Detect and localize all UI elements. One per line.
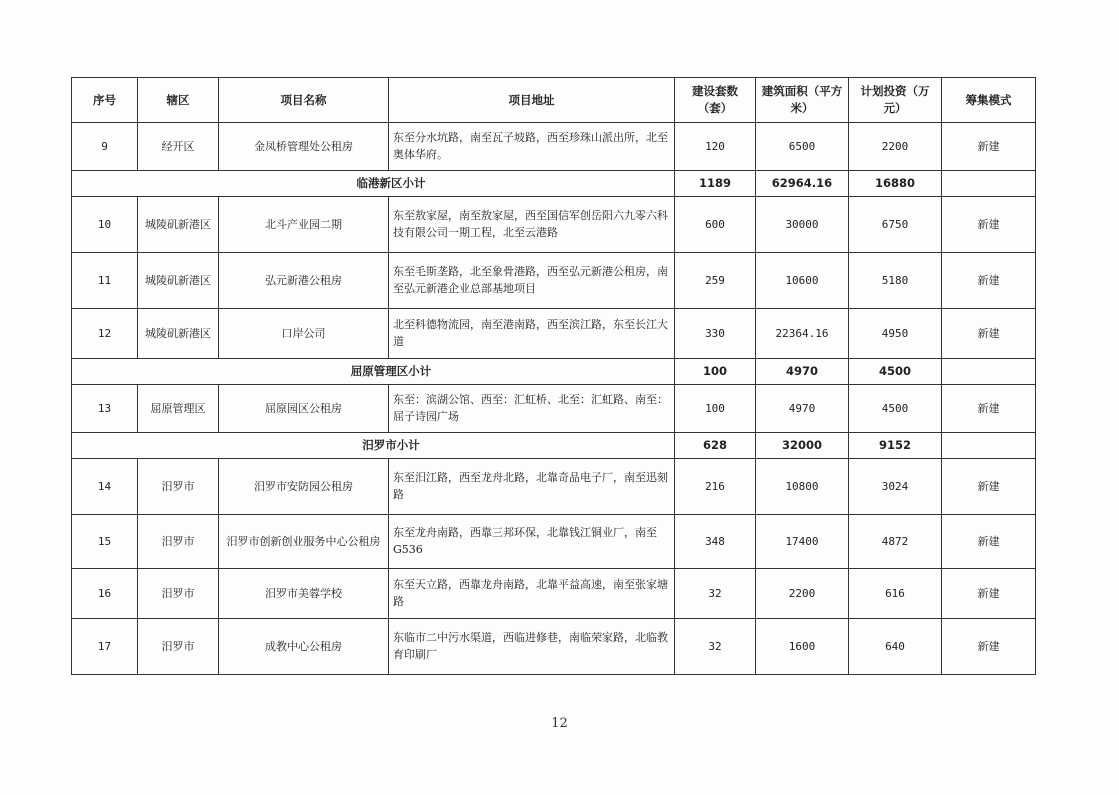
cell-investment: 616 xyxy=(849,569,942,619)
subtotal-row xyxy=(72,433,1036,459)
cell-address: 东至分水坑路，南至瓦子坡路，西至珍珠山派出所，北至奥体华府。 xyxy=(389,123,675,171)
table-row xyxy=(72,123,1036,171)
subtotal-units: 100 xyxy=(675,359,756,385)
cell-area: 17400 xyxy=(756,515,849,569)
cell-seq: 12 xyxy=(72,309,138,359)
table-row xyxy=(72,197,1036,253)
cell-seq: 9 xyxy=(72,123,138,171)
cell-investment: 2200 xyxy=(849,123,942,171)
header-district: 辖区 xyxy=(138,78,219,123)
subtotal-label: 临港新区小计 xyxy=(72,171,675,197)
cell-units: 32 xyxy=(675,569,756,619)
cell-district: 城陵矶新港区 xyxy=(138,253,219,309)
cell-district: 汨罗市 xyxy=(138,569,219,619)
cell-district: 城陵矶新港区 xyxy=(138,309,219,359)
cell-district: 城陵矶新港区 xyxy=(138,197,219,253)
cell-mode: 新建 xyxy=(942,459,1036,515)
cell-mode: 新建 xyxy=(942,309,1036,359)
header-address: 项目地址 xyxy=(389,78,675,123)
table-row xyxy=(72,569,1036,619)
cell-name: 汨罗市美蓉学校 xyxy=(219,569,389,619)
cell-units: 32 xyxy=(675,619,756,675)
cell-mode: 新建 xyxy=(942,385,1036,433)
cell-area: 4970 xyxy=(756,385,849,433)
cell-district: 经开区 xyxy=(138,123,219,171)
subtotal-label: 屈原管理区小计 xyxy=(72,359,675,385)
cell-name: 北斗产业园二期 xyxy=(219,197,389,253)
cell-units: 100 xyxy=(675,385,756,433)
cell-address: 东至天立路，西靠龙舟南路，北靠平益高速，南至张家塘路 xyxy=(389,569,675,619)
subtotal-row xyxy=(72,171,1036,197)
cell-address: 东至：滨湖公馆、西至：汇虹桥、北至：汇虹路、南至：屈子诗园广场 xyxy=(389,385,675,433)
cell-units: 600 xyxy=(675,197,756,253)
table-header-row xyxy=(72,78,1036,123)
cell-investment: 4500 xyxy=(849,385,942,433)
cell-district: 汨罗市 xyxy=(138,459,219,515)
housing-project-table xyxy=(71,77,1036,675)
cell-mode: 新建 xyxy=(942,197,1036,253)
cell-name: 汨罗市安防园公租房 xyxy=(219,459,389,515)
subtotal-units: 1189 xyxy=(675,171,756,197)
cell-seq: 15 xyxy=(72,515,138,569)
subtotal-mode-empty xyxy=(942,171,1036,197)
cell-investment: 4872 xyxy=(849,515,942,569)
cell-area: 10600 xyxy=(756,253,849,309)
cell-units: 259 xyxy=(675,253,756,309)
cell-district: 汨罗市 xyxy=(138,515,219,569)
subtotal-label: 汨罗市小计 xyxy=(72,433,675,459)
table-row xyxy=(72,515,1036,569)
cell-investment: 640 xyxy=(849,619,942,675)
cell-area: 6500 xyxy=(756,123,849,171)
cell-investment: 4950 xyxy=(849,309,942,359)
cell-investment: 3024 xyxy=(849,459,942,515)
cell-mode: 新建 xyxy=(942,123,1036,171)
cell-seq: 11 xyxy=(72,253,138,309)
page-number: 12 xyxy=(551,716,568,731)
cell-district: 汨罗市 xyxy=(138,619,219,675)
subtotal-investment: 9152 xyxy=(849,433,942,459)
cell-address: 东至龙舟南路，西靠三邦环保，北靠钱江铜业厂，南至G536 xyxy=(389,515,675,569)
subtotal-investment: 4500 xyxy=(849,359,942,385)
cell-name: 金凤桥管理处公租房 xyxy=(219,123,389,171)
header-area: 建筑面积（平方米） xyxy=(756,78,849,123)
subtotal-investment: 16880 xyxy=(849,171,942,197)
header-name: 项目名称 xyxy=(219,78,389,123)
cell-name: 汨罗市创新创业服务中心公租房 xyxy=(219,515,389,569)
cell-address: 东至敖家屋，南至敖家屋，西至国信军创岳阳六九零六科技有限公司一期工程，北至云港路 xyxy=(389,197,675,253)
cell-seq: 10 xyxy=(72,197,138,253)
header-investment: 计划投资（万元） xyxy=(849,78,942,123)
cell-address: 北至科德物流园，南至港南路，西至滨江路，东至长江大道 xyxy=(389,309,675,359)
cell-seq: 13 xyxy=(72,385,138,433)
cell-area: 2200 xyxy=(756,569,849,619)
subtotal-area: 4970 xyxy=(756,359,849,385)
subtotal-area: 32000 xyxy=(756,433,849,459)
cell-units: 330 xyxy=(675,309,756,359)
cell-name: 屈原园区公租房 xyxy=(219,385,389,433)
header-seq: 序号 xyxy=(72,78,138,123)
cell-address: 东至汨江路，西至龙舟北路，北靠奇品电子厂，南至迅刻路 xyxy=(389,459,675,515)
cell-name: 弘元新港公租房 xyxy=(219,253,389,309)
cell-name: 口岸公司 xyxy=(219,309,389,359)
cell-address: 东临市二中污水渠道，西临进修巷，南临荣家路，北临教育印刷厂 xyxy=(389,619,675,675)
subtotal-row xyxy=(72,359,1036,385)
header-units: 建设套数（套） xyxy=(675,78,756,123)
cell-area: 30000 xyxy=(756,197,849,253)
cell-seq: 14 xyxy=(72,459,138,515)
table-row xyxy=(72,309,1036,359)
cell-investment: 6750 xyxy=(849,197,942,253)
table-row xyxy=(72,253,1036,309)
cell-mode: 新建 xyxy=(942,253,1036,309)
header-mode: 筹集模式 xyxy=(942,78,1036,123)
cell-mode: 新建 xyxy=(942,515,1036,569)
cell-area: 22364.16 xyxy=(756,309,849,359)
cell-area: 10800 xyxy=(756,459,849,515)
cell-name: 成教中心公租房 xyxy=(219,619,389,675)
table-row xyxy=(72,385,1036,433)
subtotal-mode-empty xyxy=(942,359,1036,385)
subtotal-area: 62964.16 xyxy=(756,171,849,197)
cell-units: 348 xyxy=(675,515,756,569)
subtotal-units: 628 xyxy=(675,433,756,459)
cell-mode: 新建 xyxy=(942,569,1036,619)
cell-address: 东至毛斯垄路，北至象骨港路，西至弘元新港公租房，南至弘元新港企业总部基地项目 xyxy=(389,253,675,309)
cell-district: 屈原管理区 xyxy=(138,385,219,433)
cell-area: 1600 xyxy=(756,619,849,675)
cell-units: 120 xyxy=(675,123,756,171)
subtotal-mode-empty xyxy=(942,433,1036,459)
cell-seq: 16 xyxy=(72,569,138,619)
table-row xyxy=(72,459,1036,515)
cell-investment: 5180 xyxy=(849,253,942,309)
cell-seq: 17 xyxy=(72,619,138,675)
table-row xyxy=(72,619,1036,675)
cell-units: 216 xyxy=(675,459,756,515)
cell-mode: 新建 xyxy=(942,619,1036,675)
